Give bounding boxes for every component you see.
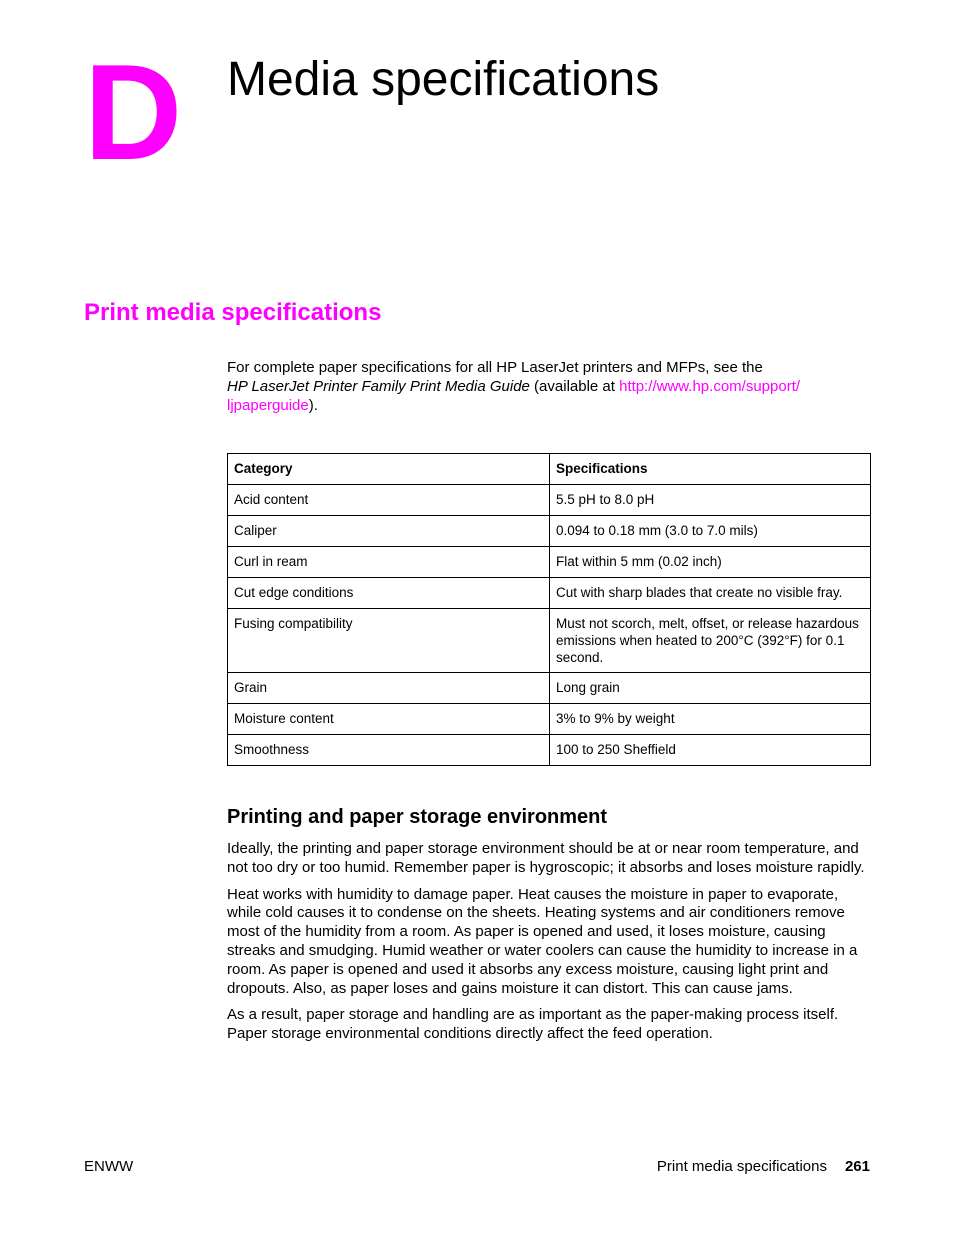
table-header-row <box>228 454 871 485</box>
body-paragraph: Ideally, the printing and paper storage environment should be at or near room temperature, and not too dry or too humid. Remember paper is hygroscopic; it absorbs and loses moisture rapidly. <box>227 840 865 876</box>
category-cell: Acid content <box>228 485 550 516</box>
category-cell: Caliper <box>228 516 550 547</box>
table-row <box>228 516 871 547</box>
intro-text-after: ). <box>308 397 318 414</box>
media-spec-table <box>227 453 871 766</box>
specification-cell: 5.5 pH to 8.0 pH <box>550 485 871 516</box>
footer-right <box>657 1158 870 1176</box>
category-cell: Moisture content <box>228 704 550 735</box>
specification-cell: Cut with sharp blades that create no visible fray. <box>550 578 871 609</box>
column-header-category: Category <box>228 454 550 485</box>
column-header-specifications: Specifications <box>550 454 871 485</box>
specification-cell: 100 to 250 Sheffield <box>550 735 871 766</box>
table-row <box>228 673 871 704</box>
chapter-title: Media specifications <box>227 53 660 106</box>
category-cell: Cut edge conditions <box>228 578 550 609</box>
table-row <box>228 609 871 673</box>
table-row <box>228 735 871 766</box>
intro-paragraph <box>227 358 867 415</box>
paper-guide-link-part2[interactable]: ljpaperguide <box>227 397 309 414</box>
table-row <box>228 578 871 609</box>
footer-left-label: ENWW <box>84 1158 134 1175</box>
specification-cell: Flat within 5 mm (0.02 inch) <box>550 547 871 578</box>
body-paragraph: Heat works with humidity to damage paper. Heat causes the moisture in paper to evaporate, while cold causes it to condense on the sheets. Heating systems and air conditioners remove most of the humidity from a room. As paper is opened and used, it loses moisture, causing streaks and smudging. Humid weather or water coolers can cause the humidity to increase in a room. As paper is opened and used it absorbs any excess moisture, causing light print and dropouts. Also, as paper loses and gains moisture it can distort. This can cause jams. <box>227 885 858 997</box>
subsection-body <box>227 840 869 1052</box>
footer-section-name: Print media specifications <box>656 1158 827 1175</box>
specification-cell: 0.094 to 0.18 mm (3.0 to 7.0 mils) <box>550 516 871 547</box>
table-row <box>228 485 871 516</box>
category-cell: Fusing compatibility <box>228 609 550 673</box>
guide-title: HP LaserJet Printer Family Print Media Guide <box>227 378 530 395</box>
category-cell: Grain <box>228 673 550 704</box>
category-cell: Curl in ream <box>228 547 550 578</box>
chapter-letter: D <box>84 36 183 188</box>
intro-text-mid: (available at <box>529 378 620 395</box>
paper-guide-link-part1[interactable]: http://www.hp.com/support/ <box>619 378 801 395</box>
specification-cell: 3% to 9% by weight <box>550 704 871 735</box>
specification-cell: Must not scorch, melt, offset, or release hazardous emissions when heated to 200°C (392°F) for 0.1 second. <box>550 609 871 673</box>
table-row <box>228 547 871 578</box>
table-row <box>228 704 871 735</box>
subsection-heading: Printing and paper storage environment <box>227 806 608 828</box>
page-number: 261 <box>844 1158 870 1175</box>
category-cell: Smoothness <box>228 735 550 766</box>
section-heading: Print media specifications <box>84 299 382 326</box>
body-paragraph: As a result, paper storage and handling are as important as the paper-making process itself. Paper storage environmental conditions directly affect the feed operation. <box>227 1006 839 1043</box>
specification-cell: Long grain <box>550 673 871 704</box>
intro-text-before: For complete paper specifications for all HP LaserJet printers and MFPs, see the <box>227 359 763 376</box>
